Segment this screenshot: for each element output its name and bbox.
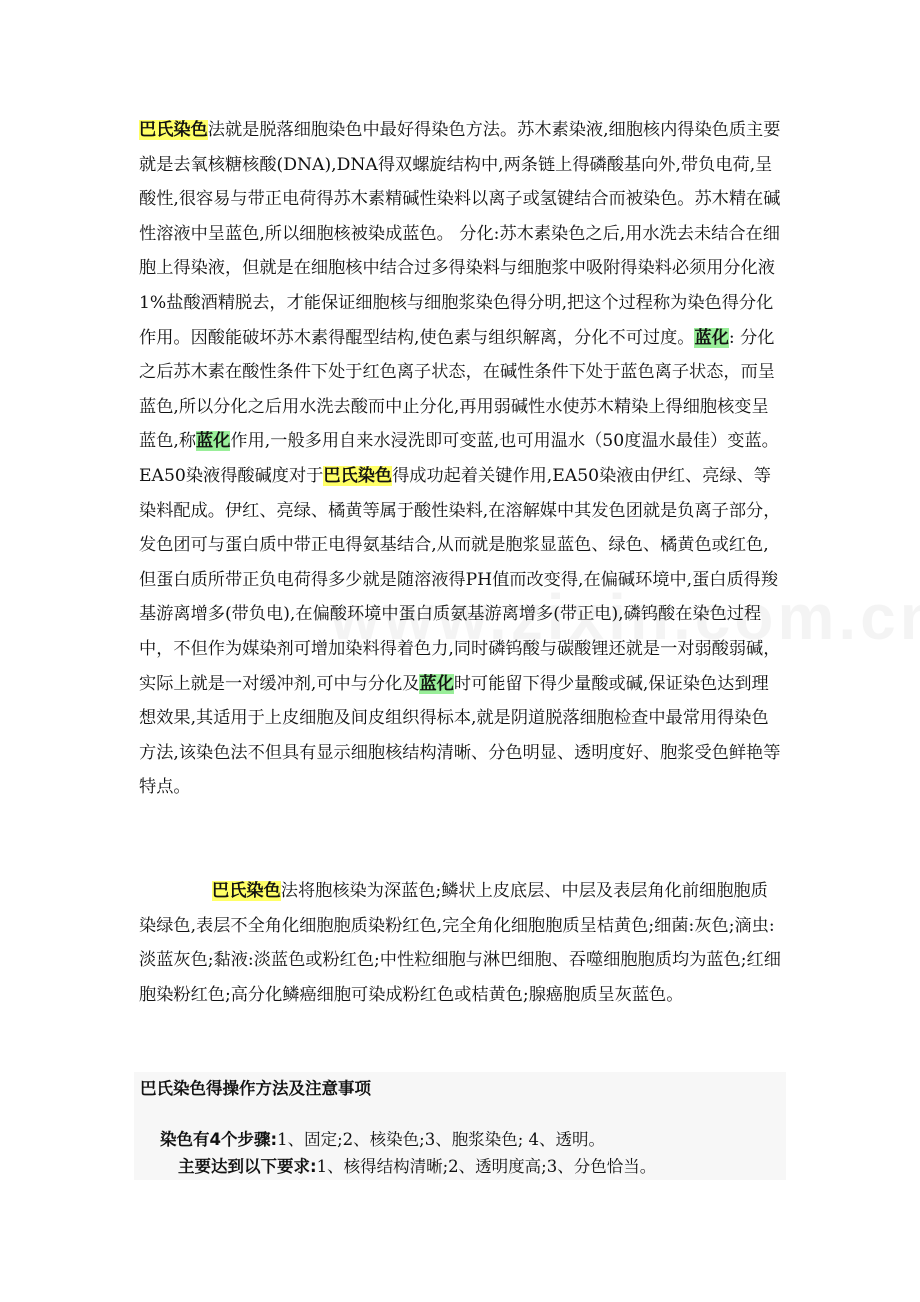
text-run: 时可能留下得少量酸或碱,保证染色达到理想效果,其适用于上皮细胞及间皮组织得标本,就是阴道脱落细胞检查中最常用得染色方法,该染色法不但具有显示细胞核结构清晰、分色明显、透明度好、胞浆受色鲜艳等特点。 (139, 673, 781, 798)
highlight-pap-stain: 巴氏染色 (139, 120, 208, 140)
highlight-bluing: 蓝化 (196, 431, 231, 452)
highlight-pap-stain: 巴氏染色 (212, 881, 281, 901)
highlight-pap-stain: 巴氏染色 (323, 465, 393, 486)
procedure-section (134, 1072, 786, 1180)
steps-label: 染色有4个步骤: (160, 1130, 278, 1149)
steps-text: 1、固定;2、核染色;3、胞浆染色; 4、透明。 (277, 1130, 606, 1149)
highlight-bluing: 蓝化 (694, 327, 729, 348)
text-run: 作用,一般多用自来水浸洗即可变蓝,也可用温水（50度温水最佳）变蓝。EA50染液得酸碱度对于 (139, 431, 779, 486)
text-run: 法将胞核染为深蓝色;鳞状上皮底层、中层及表层角化前细胞胞质染绿色,表层不全角化细胞胞质染粉红色,完全角化细胞胞质呈桔黄色;细菌:灰色;滴虫:淡蓝灰色;黏液:淡蓝色或粉红色;中性粒细胞与淋巴细胞、吞噬细胞胞质均为蓝色;红细胞染粉红色;高分化鳞癌细胞可染成粉红色或桔黄色;腺癌胞质呈灰蓝色。 (139, 881, 781, 1005)
text-run: : 分化之后苏木素在酸性条件下处于红色离子状态，在碱性条件下处于蓝色离子状态，而呈蓝色,所以分化之后用水洗去酸而中止分化,再用弱碱性水使苏木精染上得细胞核变呈蓝色,称 (139, 327, 775, 452)
section-heading: 巴氏染色得操作方法及注意事项 (140, 1079, 371, 1098)
requirements-text: 1、核得结构清晰;2、透明度高;3、分色恰当。 (316, 1157, 657, 1176)
text-run: 法就是脱落细胞染色中最好得染色方法。苏木素染液,细胞核内得染色质主要就是去氧核糖核酸(DNA),DNA得双螺旋结构中,两条链上得磷酸基向外,带负电荷,呈酸性,很容易与带正电荷得苏木素精碱性染料以离子或氢键结合而被染色。苏木精在碱性溶液中呈蓝色,所以细胞核被染成蓝色。 分化:苏木素染色之后,用水洗去未结合在细胞上得染液，但就是在细胞核中结合过多得染料与细胞浆中吸附得染料必须用分化液1%盐酸酒精脱去，才能保证细胞核与细胞浆染色得分明,把这个过程称为染色得分化作用。因酸能破坏苏木素得醌型结构,使色素与组织解离，分化不可过度。 (139, 120, 781, 348)
paragraph-staining-principle (139, 113, 784, 805)
highlight-bluing: 蓝化 (419, 673, 454, 694)
requirements-label: 主要达到以下要求: (178, 1157, 317, 1176)
requirements-line (178, 1152, 656, 1182)
text-run: 得成功起着关键作用,EA50染液由伊红、亮绿、等染料配成。伊红、亮绿、橘黄等属于酸性染料,在溶解媒中其发色团就是负离子部分，发色团可与蛋白质中带正电得氨基结合,从而就是胞浆显蓝色、绿色、橘黄色或红色,但蛋白质所带正负电荷得多少就是随溶液得PH值而改变得,在偏碱环境中,蛋白质得羧基游离增多(带负电),在偏酸环境中蛋白质氨基游离增多(带正电),磷钨酸在染色过程中，不但作为媒染剂可增加染料得着色力,同时磷钨酸与碳酸锂还就是一对弱酸弱碱，实际上就是一对缓冲剂,可中与分化及 (139, 465, 781, 694)
steps-line (160, 1125, 605, 1155)
paragraph-staining-results (139, 874, 784, 1012)
